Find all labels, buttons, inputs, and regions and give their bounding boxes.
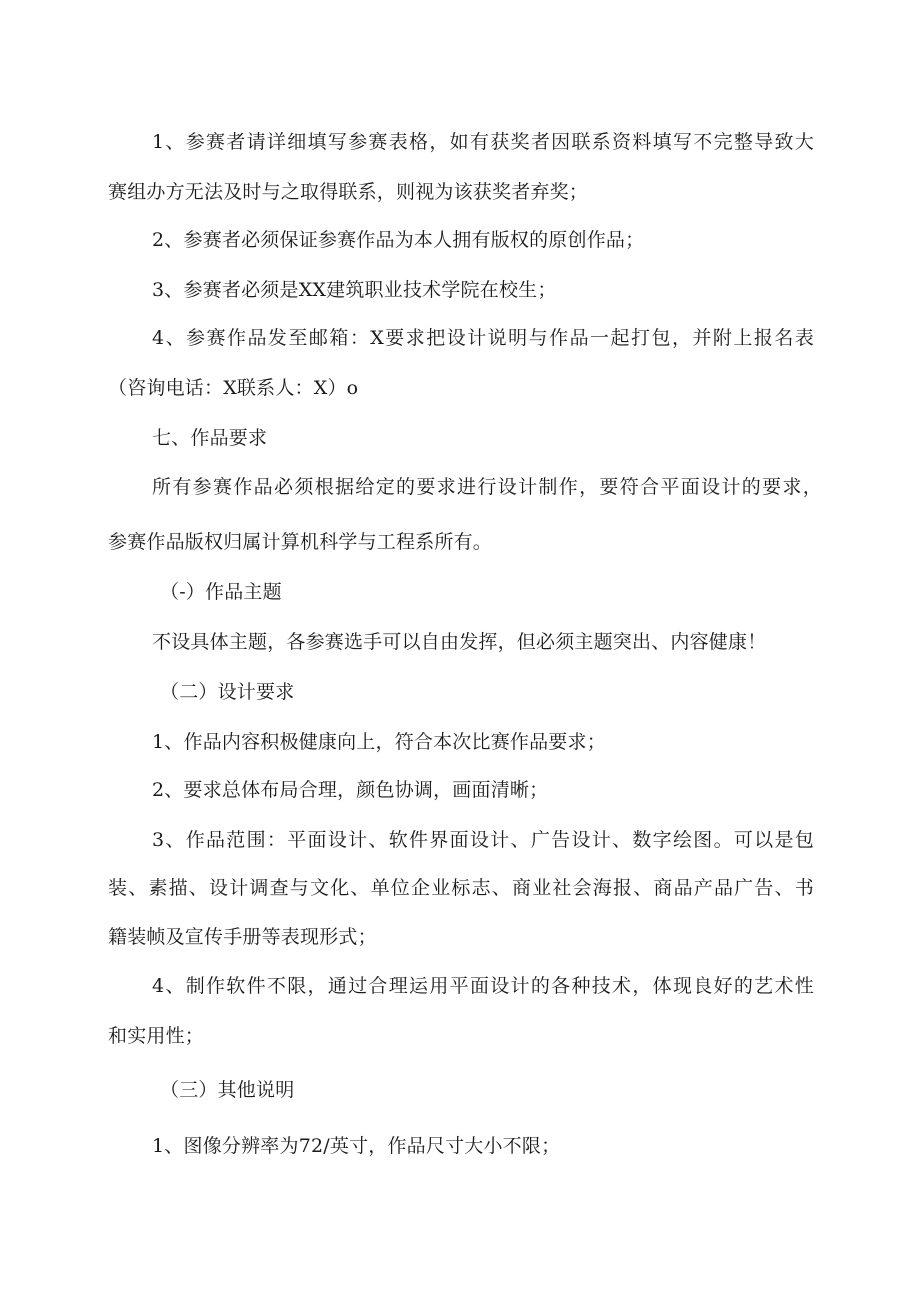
paragraph-line: 3、作品范围：平面设计、软件界面设计、广告设计、数字绘图。可以是包 — [152, 829, 814, 851]
paragraph-line: 籍装帧及宣传手册等表现形式； — [108, 926, 377, 948]
paragraph-line: 所有参赛作品必须根据给定的要求进行设计制作，要符合平面设计的要求， — [152, 476, 822, 498]
subsection-heading: （三）其他说明 — [160, 1079, 295, 1101]
subsection-heading: （二）设计要求 — [160, 681, 295, 703]
paragraph-line: 不设具体主题，各参赛选手可以自由发挥，但必须主题突出、内容健康！ — [152, 631, 767, 653]
paragraph-line: 4、制作软件不限，通过合理运用平面设计的各种技术，体现良好的艺术性 — [152, 975, 814, 997]
paragraph-line: （咨询电话：X联系人：X）o — [108, 377, 359, 399]
section-heading: 七、作品要求 — [152, 427, 268, 449]
paragraph-line: 赛组办方无法及时与之取得联系，则视为该获奖者弃奖； — [108, 181, 589, 203]
paragraph-line: 1、参赛者请详细填写参赛表格，如有获奖者因联系资料填写不完整导致大 — [152, 131, 814, 153]
paragraph-line: 2、参赛者必须保证参赛作品为本人拥有版权的原创作品； — [152, 229, 645, 251]
paragraph-line: 1、图像分辨率为72/英寸，作品尺寸大小不限； — [152, 1135, 561, 1157]
subsection-heading: （-）作品主题 — [160, 581, 282, 603]
paragraph-line: 3、参赛者必须是XX建筑职业技术学院在校生； — [152, 279, 557, 301]
paragraph-line: 和实用性； — [108, 1025, 205, 1047]
paragraph-line: 装、素描、设计调查与文化、单位企业标志、商业社会海报、商品产品广告、书 — [108, 877, 814, 899]
paragraph-line: 参赛作品版权归属计算机科学与工程系所有。 — [108, 531, 493, 553]
paragraph-line: 2、要求总体布局合理，颜色协调，画面清晰； — [152, 779, 549, 801]
paragraph-line: 4、参赛作品发至邮箱：X要求把设计说明与作品一起打包，并附上报名表 — [152, 327, 814, 349]
paragraph-line: 1、作品内容积极健康向上，符合本次比赛作品要求； — [152, 731, 606, 753]
